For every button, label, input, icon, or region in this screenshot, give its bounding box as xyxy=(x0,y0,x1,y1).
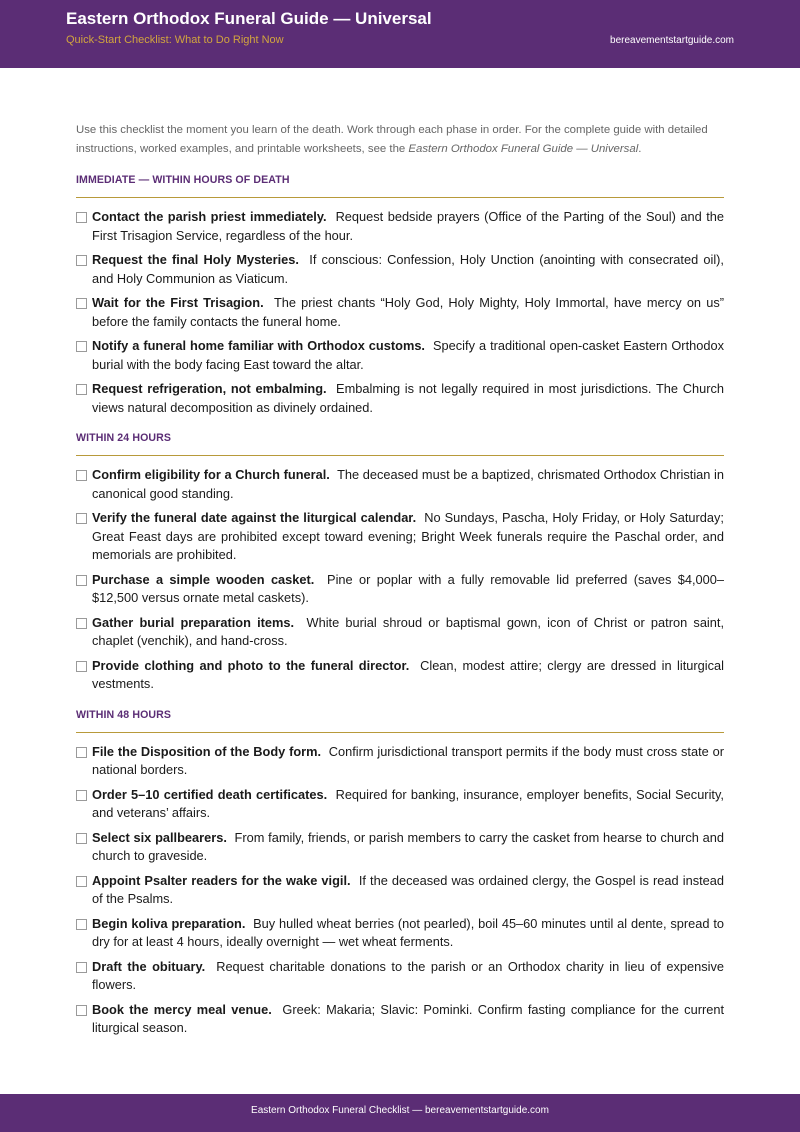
page-title: Eastern Orthodox Funeral Guide — Universal xyxy=(66,9,432,28)
intro-paragraph xyxy=(76,121,724,159)
checkbox[interactable] xyxy=(76,513,87,524)
checklist-item xyxy=(76,466,724,503)
checklist-item-title: Book the mercy meal venue. xyxy=(92,1001,272,1017)
footer-text: Eastern Orthodox Funeral Checklist — bereavementstartguide.com xyxy=(251,1105,549,1116)
sections-container xyxy=(76,174,724,1038)
page-footer xyxy=(0,1094,800,1132)
checkbox[interactable] xyxy=(76,212,87,223)
checklist-item-text: The priest chants “Holy God, Holy Mighty, Holy Immortal, have mercy on us” before the family contacts the funeral home. xyxy=(92,295,724,329)
checklist-item-title: Request the final Holy Mysteries. xyxy=(92,252,299,267)
checkbox[interactable] xyxy=(76,747,87,758)
checkbox[interactable] xyxy=(76,618,87,629)
checklist-item-text: If conscious: Confession, Holy Unction (anointing with consecrated oil), and Holy Communion as Viaticum. xyxy=(92,252,724,286)
checklist-item xyxy=(76,1001,724,1038)
checklist-item xyxy=(76,251,724,288)
checklist-item-text: Clean, modest attire; clergy are dressed in liturgical vestments. xyxy=(92,657,724,691)
section-title: WITHIN 48 HOURS xyxy=(76,709,724,733)
checklist-item-title: Appoint Psalter readers for the wake vigil. xyxy=(92,872,351,888)
checklist-item xyxy=(76,294,724,331)
checkbox[interactable] xyxy=(76,790,87,801)
checklist-section xyxy=(76,432,724,694)
checkbox[interactable] xyxy=(76,341,87,352)
checklist-item xyxy=(76,743,724,780)
checklist-item-title: Purchase a simple wooden casket. xyxy=(92,571,315,587)
checkbox[interactable] xyxy=(76,661,87,672)
checkbox[interactable] xyxy=(76,575,87,586)
checklist-item-title: Begin koliva preparation. xyxy=(92,915,246,931)
page-header xyxy=(0,0,800,68)
checklist-item xyxy=(76,872,724,909)
checklist-item xyxy=(76,380,724,417)
checklist-item-title: Confirm eligibility for a Church funeral. xyxy=(92,467,330,482)
checkbox[interactable] xyxy=(76,298,87,309)
checkbox[interactable] xyxy=(76,470,87,481)
intro-guide-title: Eastern Orthodox Funeral Guide — Universal xyxy=(408,143,639,155)
checklist-item-text: Embalming is not legally required in most jurisdictions. The Church views natural decomposition as divinely ordained. xyxy=(92,381,724,415)
checklist-section xyxy=(76,174,724,417)
checklist-item-text: From family, friends, or parish members to carry the casket from hearse to church and church to graveside. xyxy=(92,829,724,863)
checklist-item-text: No Sundays, Pascha, Holy Friday, or Holy Saturday; Great Feast days are prohibited except toward evening; Bright Week funerals require the Paschal order, and memorials are prohibited. xyxy=(92,510,724,562)
checklist-item-title: Request refrigeration, not embalming. xyxy=(92,381,327,396)
checklist-items xyxy=(76,743,724,1038)
checklist-item-title: Verify the funeral date against the liturgical calendar. xyxy=(92,510,417,525)
intro-text: Use this checklist the moment you learn of the death. Work through each phase in order. For the complete guide with detailed instructions, worked examples, and printable worksheets, see the xyxy=(76,124,708,155)
checklist-items xyxy=(76,466,724,694)
checkbox[interactable] xyxy=(76,962,87,973)
checklist-item-title: Gather burial preparation items. xyxy=(92,614,295,630)
checklist-section xyxy=(76,709,724,1038)
checklist-item-text: White burial shroud or baptismal gown, icon of Christ or patron saint, chaplet (venchik), and hand-cross. xyxy=(92,614,725,648)
checklist-item-text: Pine or poplar with a fully removable lid preferred (saves $4,000–$12,500 versus ornate metal caskets). xyxy=(92,571,724,605)
section-title: IMMEDIATE — WITHIN HOURS OF DEATH xyxy=(76,174,724,198)
checkbox[interactable] xyxy=(76,255,87,266)
checkbox[interactable] xyxy=(76,833,87,844)
checkbox[interactable] xyxy=(76,1005,87,1016)
checklist-item-title: Order 5–10 certified death certificates. xyxy=(92,786,328,802)
checklist-item-title: Draft the obituary. xyxy=(92,958,206,974)
checklist-item xyxy=(76,509,724,565)
checklist-item-title: Wait for the First Trisagion. xyxy=(92,295,264,310)
checklist-item xyxy=(76,571,724,608)
checklist-item-text: Confirm jurisdictional transport permits if the body must cross state or national borders. xyxy=(92,743,724,777)
section-title: WITHIN 24 HOURS xyxy=(76,432,724,456)
checklist-item-title: File the Disposition of the Body form. xyxy=(92,743,322,759)
checklist-item-text: The deceased must be a baptized, chrismated Orthodox Christian in canonical good standing. xyxy=(92,467,724,501)
checklist-item-title: Select six pallbearers. xyxy=(92,829,227,845)
checklist-item-title: Notify a funeral home familiar with Orthodox customs. xyxy=(92,338,425,353)
checklist-item-text: If the deceased was ordained clergy, the Gospel is read instead of the Psalms. xyxy=(92,872,724,906)
checklist-item-text: Request bedside prayers (Office of the Parting of the Soul) and the First Trisagion Service, regardless of the hour. xyxy=(92,209,724,243)
checklist-item xyxy=(76,614,724,651)
page-subtitle: Quick-Start Checklist: What to Do Right Now xyxy=(66,34,284,46)
intro-end: . xyxy=(638,143,642,155)
checklist-item xyxy=(76,208,724,245)
checklist-item-text: Request charitable donations to the parish or an Orthodox charity in lieu of expensive flowers. xyxy=(92,958,724,992)
checklist-item-text: Greek: Makaria; Slavic: Pominki. Confirm fasting compliance for the current liturgical season. xyxy=(92,1001,725,1035)
checklist-item-title: Provide clothing and photo to the funeral director. xyxy=(92,657,410,673)
checkbox[interactable] xyxy=(76,919,87,930)
checklist-item-text: Required for banking, insurance, employer benefits, Social Security, and veterans’ affairs. xyxy=(92,786,724,820)
checkbox[interactable] xyxy=(76,876,87,887)
checklist-item xyxy=(76,786,724,823)
checkbox[interactable] xyxy=(76,384,87,395)
checklist-item xyxy=(76,915,724,952)
checklist-content xyxy=(76,121,724,1044)
checklist-items xyxy=(76,208,724,417)
site-name: bereavementstartguide.com xyxy=(610,35,734,46)
checklist-item xyxy=(76,657,724,694)
checklist-item xyxy=(76,829,724,866)
checklist-item xyxy=(76,337,724,374)
checklist-item-text: Specify a traditional open-casket Eastern Orthodox burial with the body facing East toward the altar. xyxy=(92,338,724,372)
checklist-item-title: Contact the parish priest immediately. xyxy=(92,209,327,224)
checklist-item-text: Buy hulled wheat berries (not pearled), boil 45–60 minutes until al dente, spread to dry for at least 4 hours, ideally overnight — wet wheat ferments. xyxy=(92,915,724,949)
checklist-item xyxy=(76,958,724,995)
